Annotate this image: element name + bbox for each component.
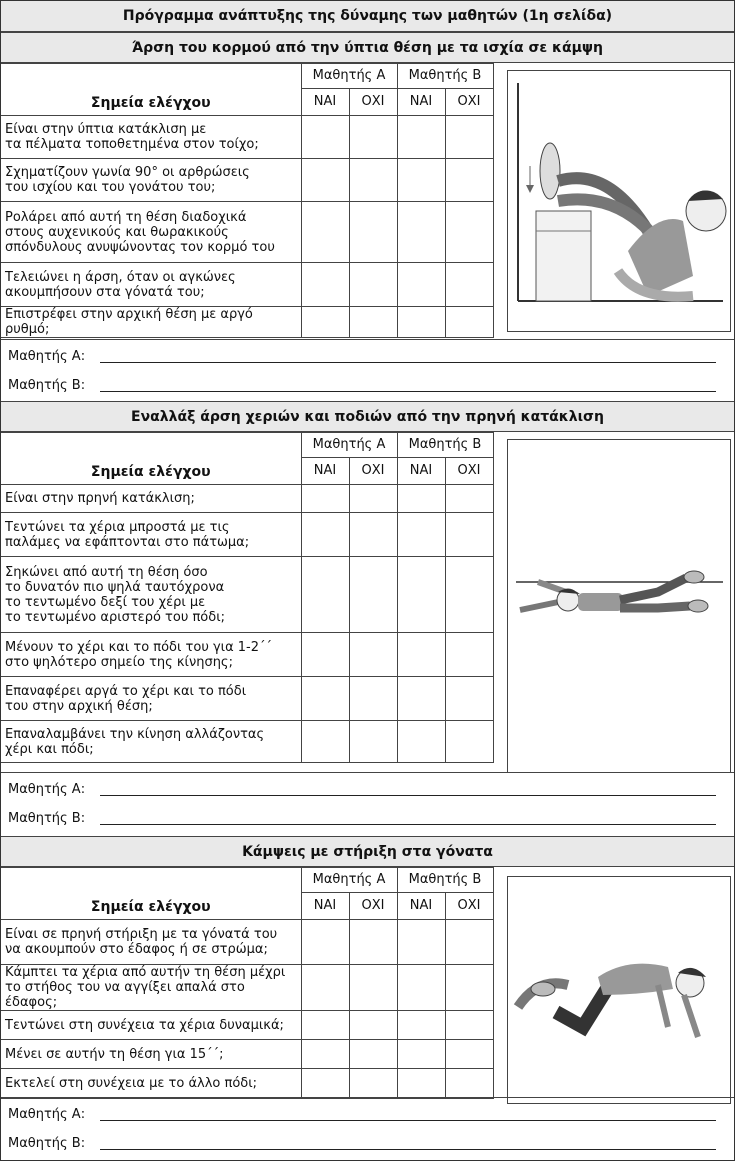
table-row bbox=[1, 202, 493, 263]
check-b-yes[interactable] bbox=[397, 633, 445, 677]
student-b-input[interactable] bbox=[100, 824, 716, 825]
student-a-yes-header: ΝΑΙ bbox=[301, 88, 349, 115]
criterion-text: Είναι στην πρηνή κατάκλιση; bbox=[1, 485, 301, 513]
check-a-yes[interactable] bbox=[301, 677, 349, 721]
check-a-no[interactable] bbox=[349, 557, 397, 633]
student-a-name-line bbox=[1, 339, 734, 369]
check-b-no[interactable] bbox=[445, 557, 493, 633]
student-b-name-line bbox=[1, 1127, 734, 1157]
student-b-yes-header: ΝΑΙ bbox=[397, 892, 445, 919]
student-b-name-line bbox=[1, 802, 734, 832]
criterion-text: Μένουν το χέρι και το πόδι του για 1-2΄΄ στο ψηλότερο σημείο της κίνησης; bbox=[1, 633, 301, 677]
student-a-yes-header: ΝΑΙ bbox=[301, 457, 349, 484]
knee-pushup-illustration bbox=[507, 876, 731, 1104]
check-a-no[interactable] bbox=[349, 721, 397, 763]
criterion-text: Επαναφέρει αργά το χέρι και το πόδι του στην αρχική θέση; bbox=[1, 677, 301, 721]
table-row bbox=[1, 159, 493, 202]
check-b-yes[interactable] bbox=[397, 557, 445, 633]
student-b-no-header: ΟΧΙ bbox=[445, 457, 493, 484]
criterion-text: Είναι σε πρηνή στήριξη με τα γόνατά του να ακουμπούν στο έδαφος ή σε στρώμα; bbox=[1, 920, 301, 965]
check-a-yes[interactable] bbox=[301, 721, 349, 763]
check-b-yes[interactable] bbox=[397, 1011, 445, 1040]
check-a-no[interactable] bbox=[349, 513, 397, 557]
criterion-text: Εκτελεί στη συνέχεια με το άλλο πόδι; bbox=[1, 1069, 301, 1099]
section-2-title: Εναλλάξ άρση χεριών και ποδιών από την πρηνή κατάκλιση bbox=[1, 401, 734, 432]
table-row bbox=[1, 721, 493, 763]
check-b-yes[interactable] bbox=[397, 485, 445, 513]
student-b-header: Μαθητής Β bbox=[397, 64, 493, 89]
check-a-yes[interactable] bbox=[301, 263, 349, 307]
check-a-yes[interactable] bbox=[301, 202, 349, 263]
check-b-no[interactable] bbox=[445, 965, 493, 1011]
check-b-yes[interactable] bbox=[397, 116, 445, 159]
check-a-yes[interactable] bbox=[301, 633, 349, 677]
check-a-yes[interactable] bbox=[301, 307, 349, 338]
criterion-text: Τεντώνει τα χέρια μπροστά με τις παλάμες να εφάπτονται στο πάτωμα; bbox=[1, 513, 301, 557]
student-a-header: Μαθητής Α bbox=[301, 868, 397, 893]
criteria-header: Σημεία ελέγχου bbox=[1, 868, 301, 920]
check-a-no[interactable] bbox=[349, 307, 397, 338]
check-b-no[interactable] bbox=[445, 677, 493, 721]
check-b-no[interactable] bbox=[445, 1069, 493, 1099]
table-row bbox=[1, 633, 493, 677]
check-a-no[interactable] bbox=[349, 1040, 397, 1069]
pushup-figure bbox=[508, 877, 730, 1103]
student-a-label: Μαθητής Α: bbox=[8, 1107, 86, 1122]
check-a-no[interactable] bbox=[349, 202, 397, 263]
check-a-yes[interactable] bbox=[301, 1069, 349, 1099]
student-a-label: Μαθητής Α: bbox=[8, 349, 86, 364]
student-b-input[interactable] bbox=[100, 1149, 716, 1150]
section-1-table bbox=[1, 63, 494, 338]
check-b-yes[interactable] bbox=[397, 307, 445, 338]
student-a-name-line bbox=[1, 1097, 734, 1127]
check-a-no[interactable] bbox=[349, 965, 397, 1011]
check-a-no[interactable] bbox=[349, 159, 397, 202]
criteria-header: Σημεία ελέγχου bbox=[1, 64, 301, 116]
section-1-title: Άρση του κορμού από την ύπτια θέση με τα ισχία σε κάμψη bbox=[1, 32, 734, 63]
check-b-yes[interactable] bbox=[397, 677, 445, 721]
student-b-yes-header: ΝΑΙ bbox=[397, 88, 445, 115]
check-a-no[interactable] bbox=[349, 263, 397, 307]
check-a-yes[interactable] bbox=[301, 920, 349, 965]
check-b-yes[interactable] bbox=[397, 202, 445, 263]
check-b-no[interactable] bbox=[445, 202, 493, 263]
table-row bbox=[1, 557, 493, 633]
student-b-header: Μαθητής Β bbox=[397, 868, 493, 893]
student-b-label: Μαθητής Β: bbox=[8, 378, 86, 393]
student-a-name-line bbox=[1, 772, 734, 802]
situp-illustration bbox=[507, 70, 731, 332]
check-b-no[interactable] bbox=[445, 159, 493, 202]
table-row bbox=[1, 513, 493, 557]
criterion-text: Κάμπτει τα χέρια από αυτήν τη θέση μέχρι το στήθος του να αγγίξει απαλά στο έδαφος; bbox=[1, 965, 301, 1011]
criterion-text: Σχηματίζουν γωνία 90° οι αρθρώσεις του ισχίου και του γονάτου του; bbox=[1, 159, 301, 202]
check-a-no[interactable] bbox=[349, 116, 397, 159]
check-b-no[interactable] bbox=[445, 485, 493, 513]
check-b-yes[interactable] bbox=[397, 721, 445, 763]
student-a-input[interactable] bbox=[100, 1120, 716, 1121]
student-b-header: Μαθητής Β bbox=[397, 433, 493, 458]
table-row bbox=[1, 485, 493, 513]
student-b-label: Μαθητής Β: bbox=[8, 1136, 86, 1151]
check-a-no[interactable] bbox=[349, 485, 397, 513]
student-a-input[interactable] bbox=[100, 362, 716, 363]
check-b-yes[interactable] bbox=[397, 263, 445, 307]
check-b-no[interactable] bbox=[445, 721, 493, 763]
check-b-no[interactable] bbox=[445, 116, 493, 159]
check-a-yes[interactable] bbox=[301, 1011, 349, 1040]
student-b-input[interactable] bbox=[100, 391, 716, 392]
check-a-no[interactable] bbox=[349, 633, 397, 677]
criterion-text: Σηκώνει από αυτή τη θέση όσο το δυνατόν πιο ψηλά ταυτόχρονα το τεντωμένο δεξί του χέρι με το τεντωμένο αριστερό του πόδι; bbox=[1, 557, 301, 633]
criterion-text: Τελειώνει η άρση, όταν οι αγκώνες ακουμπήσουν στα γόνατά του; bbox=[1, 263, 301, 307]
section-3-table bbox=[1, 867, 494, 1099]
student-a-no-header: ΟΧΙ bbox=[349, 88, 397, 115]
check-b-no[interactable] bbox=[445, 633, 493, 677]
student-a-label: Μαθητής Α: bbox=[8, 782, 86, 797]
section-2-table bbox=[1, 432, 494, 763]
check-b-no[interactable] bbox=[445, 263, 493, 307]
student-a-header: Μαθητής Α bbox=[301, 64, 397, 89]
criterion-text: Ρολάρει από αυτή τη θέση διαδοχικά στους αυχενικούς και θωρακικούς σπόνδυλους ανυψώνοντας τον κορμό του bbox=[1, 202, 301, 263]
section-3 bbox=[1, 867, 734, 1097]
section-3-title: Κάμψεις με στήριξη στα γόνατα bbox=[1, 836, 734, 867]
criterion-text: Επαναλαμβάνει την κίνηση αλλάζοντας χέρι και πόδι; bbox=[1, 721, 301, 763]
check-b-no[interactable] bbox=[445, 920, 493, 965]
table-row bbox=[1, 1011, 493, 1040]
table-row bbox=[1, 920, 493, 965]
check-b-yes[interactable] bbox=[397, 1040, 445, 1069]
check-a-yes[interactable] bbox=[301, 159, 349, 202]
check-b-no[interactable] bbox=[445, 307, 493, 338]
check-a-no[interactable] bbox=[349, 1069, 397, 1099]
student-b-no-header: ΟΧΙ bbox=[445, 88, 493, 115]
student-a-yes-header: ΝΑΙ bbox=[301, 892, 349, 919]
student-b-no-header: ΟΧΙ bbox=[445, 892, 493, 919]
prone-figure bbox=[508, 440, 730, 772]
check-b-yes[interactable] bbox=[397, 920, 445, 965]
student-a-header: Μαθητής Α bbox=[301, 433, 397, 458]
situp-figure bbox=[508, 71, 730, 331]
table-row bbox=[1, 307, 493, 338]
check-b-yes[interactable] bbox=[397, 965, 445, 1011]
check-a-yes[interactable] bbox=[301, 513, 349, 557]
criterion-text: Επιστρέφει στην αρχική θέση με αργό ρυθμό; bbox=[1, 307, 301, 338]
criterion-text: Τεντώνει στη συνέχεια τα χέρια δυναμικά; bbox=[1, 1011, 301, 1040]
check-a-no[interactable] bbox=[349, 1011, 397, 1040]
table-row bbox=[1, 263, 493, 307]
student-b-label: Μαθητής Β: bbox=[8, 811, 86, 826]
table-row bbox=[1, 965, 493, 1011]
page-title: Πρόγραμμα ανάπτυξης της δύναμης των μαθητών (1η σελίδα) bbox=[1, 1, 734, 32]
check-a-yes[interactable] bbox=[301, 485, 349, 513]
check-b-no[interactable] bbox=[445, 513, 493, 557]
check-a-yes[interactable] bbox=[301, 1040, 349, 1069]
check-a-yes[interactable] bbox=[301, 116, 349, 159]
section-2 bbox=[1, 432, 734, 772]
check-a-no[interactable] bbox=[349, 920, 397, 965]
table-row bbox=[1, 677, 493, 721]
criteria-header: Σημεία ελέγχου bbox=[1, 433, 301, 485]
table-row bbox=[1, 116, 493, 159]
check-b-yes[interactable] bbox=[397, 513, 445, 557]
prone-arm-leg-raise-illustration bbox=[507, 439, 731, 773]
check-a-yes[interactable] bbox=[301, 965, 349, 1011]
student-a-no-header: ΟΧΙ bbox=[349, 892, 397, 919]
check-b-yes[interactable] bbox=[397, 1069, 445, 1099]
student-b-yes-header: ΝΑΙ bbox=[397, 457, 445, 484]
table-row bbox=[1, 1069, 493, 1099]
student-a-no-header: ΟΧΙ bbox=[349, 457, 397, 484]
criterion-text: Μένει σε αυτήν τη θέση για 15΄΄; bbox=[1, 1040, 301, 1069]
check-a-no[interactable] bbox=[349, 677, 397, 721]
check-b-yes[interactable] bbox=[397, 159, 445, 202]
student-a-input[interactable] bbox=[100, 795, 716, 796]
check-b-no[interactable] bbox=[445, 1040, 493, 1069]
student-b-name-line bbox=[1, 369, 734, 399]
check-b-no[interactable] bbox=[445, 1011, 493, 1040]
criterion-text: Είναι στην ύπτια κατάκλιση με τα πέλματα τοποθετημένα στον τοίχο; bbox=[1, 116, 301, 159]
check-a-yes[interactable] bbox=[301, 557, 349, 633]
table-row bbox=[1, 1040, 493, 1069]
